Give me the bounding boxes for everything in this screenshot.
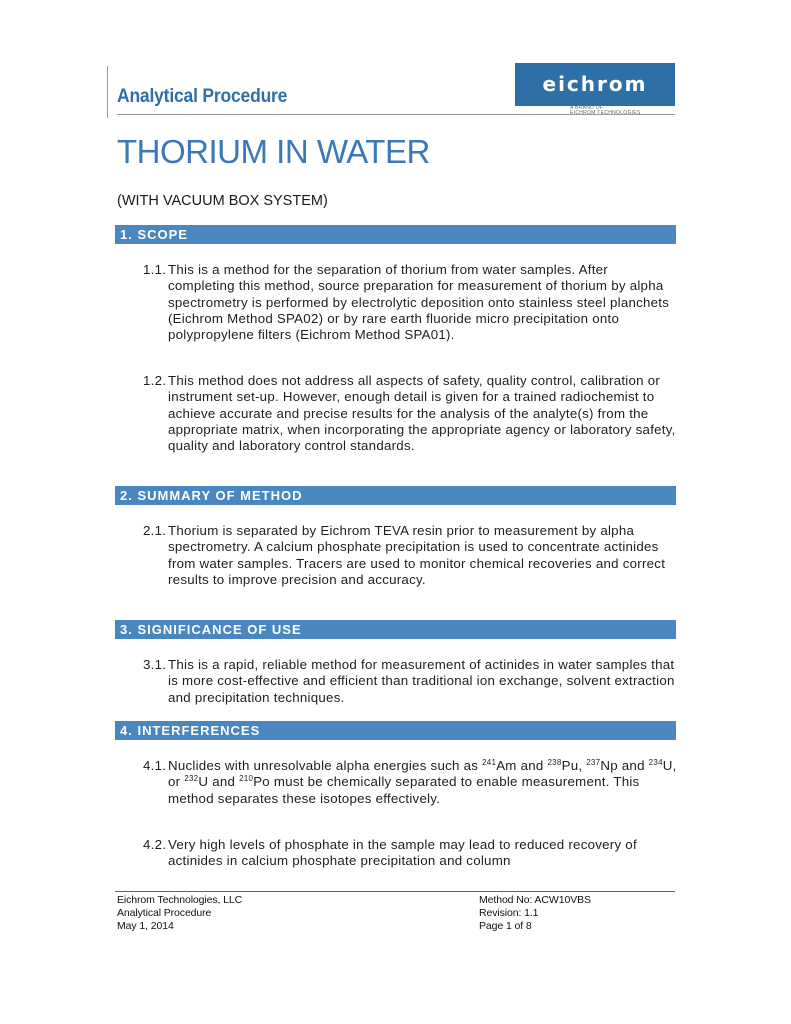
- item-text: Very high levels of phosphate in the sample may lead to reduced recovery of actinides in calcium phosphate precipitation and column: [168, 837, 637, 869]
- item-number: 4.1.: [143, 758, 167, 773]
- list-item: [143, 523, 678, 588]
- section-heading-scope: 1. SCOPE: [115, 225, 676, 244]
- item-text: This is a rapid, reliable method for measurement of actinides in water samples that is more cost-effective and efficient than traditional ion exchange, solvent extraction and precipitation techniques.: [168, 657, 675, 705]
- footer-doc-type: Analytical Procedure: [117, 906, 212, 919]
- list-item: [143, 262, 678, 343]
- section-heading-summary: 2. SUMMARY OF METHOD: [115, 486, 676, 505]
- document-title: THORIUM IN WATER: [117, 133, 430, 170]
- item-number: 1.1.: [143, 262, 167, 277]
- footer-revision: Revision: 1.1: [479, 906, 539, 919]
- document-subtitle: (WITH VACUUM BOX SYSTEM): [117, 193, 328, 209]
- item-number: 1.2.: [143, 373, 167, 388]
- eichrom-logo: [515, 63, 675, 106]
- section-heading-interferences: 4. INTERFERENCES: [115, 721, 676, 740]
- footer-left: [117, 894, 242, 932]
- logo-subtext-line-1: A BRAND OF: [570, 105, 604, 111]
- list-item: [143, 657, 678, 706]
- header-divider-vertical: [107, 66, 108, 118]
- footer-method-number: Method No: ACW10VBS: [479, 894, 591, 906]
- item-text: This is a method for the separation of thorium from water samples. After completing this method, source preparation for measurement of thorium by alpha spectrometry is performed by electrolytic deposition onto stainless steel planchets (Eichrom Method SPA02) or by rare earth fluoride micro precipitation onto polypropylene filters (Eichrom Method SPA01).: [168, 262, 670, 343]
- footer-page-number: Page 1 of 8: [479, 919, 532, 932]
- list-item: [143, 837, 678, 870]
- list-item: [143, 373, 678, 454]
- procedure-label: Analytical Procedure: [117, 86, 288, 107]
- item-number: 3.1.: [143, 657, 167, 672]
- footer-date: May 1, 2014: [117, 919, 174, 932]
- item-text: Thorium is separated by Eichrom TEVA resin prior to measurement by alpha spectrometry. A calcium phosphate precipitation is used to concentrate actinides from water samples. Tracers are used to monitor chemical recoveries and correct results to improve precision and accuracy.: [168, 523, 666, 587]
- item-number: 4.2.: [143, 837, 167, 852]
- logo-text: eichrom: [542, 72, 648, 96]
- footer-company: Eichrom Technologies, LLC: [117, 894, 243, 906]
- list-item: [143, 758, 678, 807]
- footer-right: [479, 894, 591, 932]
- item-text: Nuclides with unresolvable alpha energies such as $^{241}$Am and $^{238}$Pu, $^{237}$Np and $^{234}$U, or $^{232}$U and $^{210}$Po must be chemically separated to enable measurement. This method separates these isotopes effectively.: [168, 758, 677, 806]
- item-text: This method does not address all aspects of safety, quality control, calibration or instrument set-up. However, enough detail is given for a trained radiochemist to achieve accurate and precise results for the analysis of the analyte(s) from the appropriate matrix, when incorporating the appropriate agency or laboratory safety, quality and laboratory control standards.: [168, 373, 676, 454]
- logo-subtext-line-2: EICHROM TECHNOLOGIES: [570, 110, 641, 116]
- logo-subtext: [570, 106, 641, 116]
- footer-divider: [115, 891, 675, 892]
- item-number: 2.1.: [143, 523, 167, 538]
- section-heading-significance: 3. SIGNIFICANCE OF USE: [115, 620, 676, 639]
